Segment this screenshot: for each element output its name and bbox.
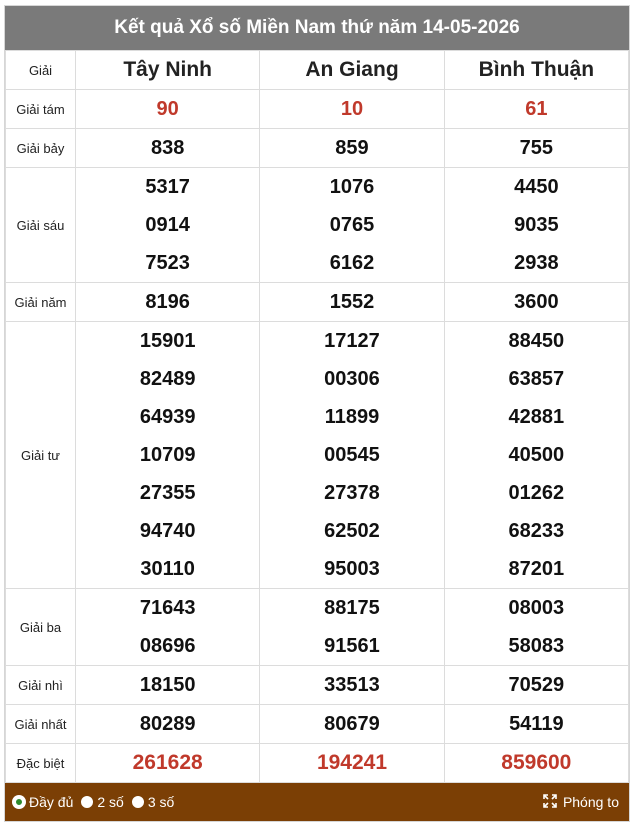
prize-number: 63857 (508, 368, 565, 390)
prize-number: 88175 (324, 597, 380, 619)
prize-number: 3600 (514, 291, 559, 313)
option-3-digits[interactable] (132, 794, 174, 810)
prize-cell (76, 129, 260, 168)
prize-number: 40500 (508, 444, 565, 466)
prize-number: 1076 (329, 176, 375, 198)
prize-number: 87201 (508, 558, 565, 580)
prize-cell (76, 322, 260, 589)
prize-cell (260, 322, 444, 589)
prize-cell (444, 744, 628, 783)
province-header: Tây Ninh (76, 51, 260, 90)
province-header: An Giang (260, 51, 444, 90)
prize-cell (444, 90, 628, 129)
option-label: 3 số (147, 794, 175, 810)
prize-number: 80679 (324, 713, 380, 735)
prize-cell (444, 589, 628, 666)
prize-number: 15901 (139, 330, 196, 352)
prize-number: 91561 (324, 635, 380, 657)
prize-cell (444, 129, 628, 168)
option-label: Đầy đủ (29, 794, 74, 810)
prize-cell (260, 129, 444, 168)
prize-number: 94740 (139, 520, 196, 542)
prize-number: 80289 (139, 713, 196, 735)
prize-label: Giải nhì (6, 666, 76, 705)
prize-number: 10 (340, 98, 364, 120)
prize-row (6, 666, 629, 705)
prize-label: Giải năm (6, 283, 76, 322)
prize-number: 54119 (509, 713, 564, 735)
lottery-results-panel (4, 5, 630, 822)
prize-number: 01262 (508, 482, 565, 504)
prize-number: 17127 (324, 330, 380, 352)
prize-number: 5317 (145, 176, 190, 198)
prize-row (6, 90, 629, 129)
prize-number: 62502 (324, 520, 380, 542)
prize-number: 33513 (324, 674, 380, 696)
radio-selected-icon[interactable] (13, 796, 25, 808)
prize-row (6, 705, 629, 744)
prize-cell (444, 666, 628, 705)
option-label: 2 số (97, 794, 124, 810)
prize-number: 11899 (324, 406, 380, 428)
prize-label: Giải tư (6, 322, 76, 589)
prize-label: Giải bảy (6, 129, 76, 168)
prize-cell (260, 705, 444, 744)
prize-number: 859 (335, 137, 369, 159)
prize-number: 61 (525, 98, 548, 120)
prize-row (6, 322, 629, 589)
prize-cell (260, 666, 444, 705)
radio-icon[interactable] (81, 796, 93, 808)
prize-cell (76, 168, 260, 283)
prize-number: 68233 (508, 520, 565, 542)
prize-row (6, 283, 629, 322)
prize-number: 4450 (514, 176, 559, 198)
prize-label: Giải nhất (6, 705, 76, 744)
zoom-label: Phóng to (562, 794, 619, 810)
prize-number: 42881 (508, 406, 565, 428)
option-full[interactable] (13, 794, 73, 810)
prize-number: 8196 (145, 291, 190, 313)
prize-number: 95003 (324, 558, 380, 580)
prize-label: Giải sáu (6, 168, 76, 283)
display-options (13, 794, 178, 810)
prize-cell (260, 168, 444, 283)
prize-number: 88450 (508, 330, 565, 352)
radio-icon[interactable] (132, 796, 144, 808)
results-title: Kết quả Xổ số Miền Nam thứ năm 14-05-2026 (5, 6, 629, 50)
prize-number: 7523 (145, 252, 190, 274)
results-table (5, 50, 629, 783)
prize-number: 71643 (139, 597, 196, 619)
prize-row (6, 744, 629, 783)
prize-cell (76, 90, 260, 129)
prize-number: 08003 (508, 597, 565, 619)
prize-row (6, 589, 629, 666)
option-2-digits[interactable] (81, 794, 123, 810)
prize-cell (260, 283, 444, 322)
prize-number: 08696 (139, 635, 196, 657)
prize-column-header: Giải (6, 51, 76, 90)
prize-number: 82489 (139, 368, 196, 390)
prize-cell (444, 283, 628, 322)
prize-number: 30110 (140, 558, 195, 580)
prize-cell (76, 705, 260, 744)
prize-number: 70529 (508, 674, 565, 696)
prize-cell (260, 90, 444, 129)
results-body (6, 90, 629, 783)
prize-number: 838 (150, 137, 185, 159)
prize-cell (444, 705, 628, 744)
prize-label: Giải ba (6, 589, 76, 666)
prize-number: 2938 (514, 252, 559, 274)
prize-number: 755 (519, 137, 554, 159)
prize-number: 1552 (329, 291, 375, 313)
prize-label: Đặc biệt (6, 744, 76, 783)
prize-number: 859600 (501, 751, 572, 774)
prize-cell (76, 666, 260, 705)
prize-cell (260, 744, 444, 783)
prize-number: 90 (156, 98, 179, 120)
prize-number: 27355 (139, 482, 196, 504)
prize-label: Giải tám (6, 90, 76, 129)
prize-cell (444, 168, 628, 283)
table-header-row (6, 51, 629, 90)
prize-cell (76, 744, 260, 783)
prize-cell (76, 589, 260, 666)
prize-number: 10709 (139, 444, 196, 466)
zoom-button[interactable] (543, 794, 619, 811)
prize-number: 00545 (324, 444, 380, 466)
prize-row (6, 129, 629, 168)
prize-number: 6162 (329, 252, 375, 274)
prize-cell (260, 589, 444, 666)
prize-number: 0914 (145, 214, 190, 236)
prize-cell (444, 322, 628, 589)
province-header: Bình Thuận (444, 51, 628, 90)
expand-icon (543, 794, 557, 811)
prize-number: 194241 (316, 751, 388, 774)
prize-number: 18150 (139, 674, 196, 696)
prize-number: 58083 (508, 635, 565, 657)
prize-number: 00306 (324, 368, 380, 390)
prize-number: 64939 (139, 406, 196, 428)
prize-cell (76, 283, 260, 322)
prize-number: 0765 (329, 214, 375, 236)
prize-number: 9035 (514, 214, 559, 236)
prize-row (6, 168, 629, 283)
footer-bar (5, 783, 629, 821)
prize-number: 27378 (324, 482, 380, 504)
prize-number: 261628 (132, 751, 203, 774)
